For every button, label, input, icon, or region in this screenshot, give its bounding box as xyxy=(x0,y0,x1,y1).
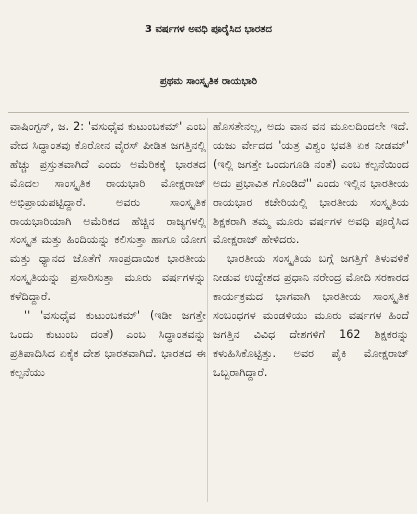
paragraph-1: ವಾಷಿಂಗ್ಟನ್, ಜ. 2: 'ವಸುಧೈವ ಕುಟುಂಬಕಮ್' ಎಂಬ ವೇದ ಸಿದ್ಧಾಂತವು ಕೊರೋನ ವೈರಸ್ ಪೀಡಿತ ಜಗತ್ತಿನಲ್ಲಿ ಹೆಚ್ಚು ಪ್ರಸ್ತುತವಾಗಿದೆ ಎಂದು ಅಮೆರಿಕಕ್ಕೆ ಭಾರತದ ಮೊದಲ ಸಾಂಸ್ಕೃತಿಕ ರಾಯಭಾರಿ ಮೋಕ್ಷರಾಜ್ ಅಭಿಪ್ರಾಯಪಟ್ಟಿದ್ದಾರೆ. ಅವರು ಸಾಂಸ್ಕೃತಿಕ ರಾಯಭಾರಿಯಾಗಿ ಅಮೆರಿಕದ ಹೆಚ್ಚಿನ ರಾಜ್ಯಗಳಲ್ಲಿ ಸಂಸ್ಕೃತ ಮತ್ತು ಹಿಂದಿಯನ್ನು ಕಲಿಸುತ್ತಾ ಹಾಗೂ ಯೋಗ ಮತ್ತು ಧ್ಯಾನದ ಜೊತೆಗೆ ಸಾಂಪ್ರದಾಯಿಕ ಭಾರತೀಯ ಸಂಸ್ಕೃತಿಯನ್ನು ಪ್ರಸಾರಿಸುತ್ತಾ ಮೂರು ವರ್ಷಗಳನ್ನು ಕಳೆದಿದ್ದಾರೆ. xyxy=(10,120,206,304)
headline-rule xyxy=(8,112,409,113)
article-column-right xyxy=(213,118,409,508)
headline-line-2: ಪ್ರಥಮ ಸಾಂಸ್ಕೃತಿಕ ರಾಯಭಾರಿ xyxy=(159,76,258,87)
headline-line-1: 3 ವರ್ಷಗಳ ಅವಧಿ ಪೂರೈಸಿದ ಭಾರತದ xyxy=(145,24,272,35)
paragraph-2: '' 'ವಸುಧೈವ ಕುಟುಂಬಕಮ್' (ಇಡೀ ಜಗತ್ತೇ ಒಂದು ಕುಟುಂಬ ದಂತೆ) ಎಂಬ ಸಿದ್ಧಾಂತವನ್ನು ಪ್ರತಿಪಾದಿಸಿದ ಏಕೈಕ ದೇಶ ಭಾರತವಾಗಿದೆ. ಭಾರತದ ಈ ಕಲ್ಪನೆಯು xyxy=(10,309,206,379)
column-divider xyxy=(207,118,208,502)
article-column-left xyxy=(10,118,206,508)
paragraph-3: ಹೊಸತೇನಲ್ಲ, ಅದು ವಾನ ವನ ಮೂಲದಿಂದಲೇ ಇದೆ. ಯಜು ರ್ವೇದದ 'ಯತ್ರ ವಿಶ್ವಂ ಭವತಿ ಏಕ ನೀಡಮ್' (ಇಲ್ಲಿ ಜಗತ್ತೇ ಒಂದುಗೂಡಿ ನಂತೆ) ಎಂಬ ಕಲ್ಪನೆಯಿಂದ ಅದು ಪ್ರಭಾವಿತ ಗೊಂಡಿದೆ'' ಎಂದು ಇಲ್ಲಿನ ಭಾರತೀಯ ರಾಯಭಾರ ಕಚೇರಿಯಲ್ಲಿ ಭಾರತೀಯ ಸಂಸ್ಕೃತಿಯ ಶಿಕ್ಷಕರಾಗಿ ತಮ್ಮ ಮೂರು ವರ್ಷಗಳ ಅವಧಿ ಪೂರೈಸಿದ ಮೋಕ್ಷರಾಜ್ ಹೇಳಿದರು. xyxy=(213,120,409,247)
paragraph-4: ಭಾರತೀಯ ಸಂಸ್ಕೃತಿಯ ಬಗ್ಗೆ ಜಗತ್ತಿಗೆ ತಿಳುವಳಿಕೆ ನೀಡುವ ಉದ್ದೇಶದ ಪ್ರಧಾನಿ ನರೇಂದ್ರ ಮೋದಿ ಸರಕಾರದ ಕಾರ್ಯಕ್ರಮದ ಭಾಗವಾಗಿ ಭಾರತೀಯ ಸಾಂಸ್ಕೃತಿಕ ಸಂಬಂಧಗಳ ಮಂಡಳಿಯು ಮೂರು ವರ್ಷಗಳ ಹಿಂದೆ ಜಗತ್ತಿನ ವಿವಿಧ ದೇಶಗಳಿಗೆ 162 ಶಿಕ್ಷಕರನ್ನು ಕಳುಹಿಸಿಕೊಟ್ಟಿತ್ತು. ಅವರ ಪೈಕಿ ಮೋಕ್ಷರಾಜ್ ಒಬ್ಬರಾಗಿದ್ದಾರೆ. xyxy=(213,252,409,379)
